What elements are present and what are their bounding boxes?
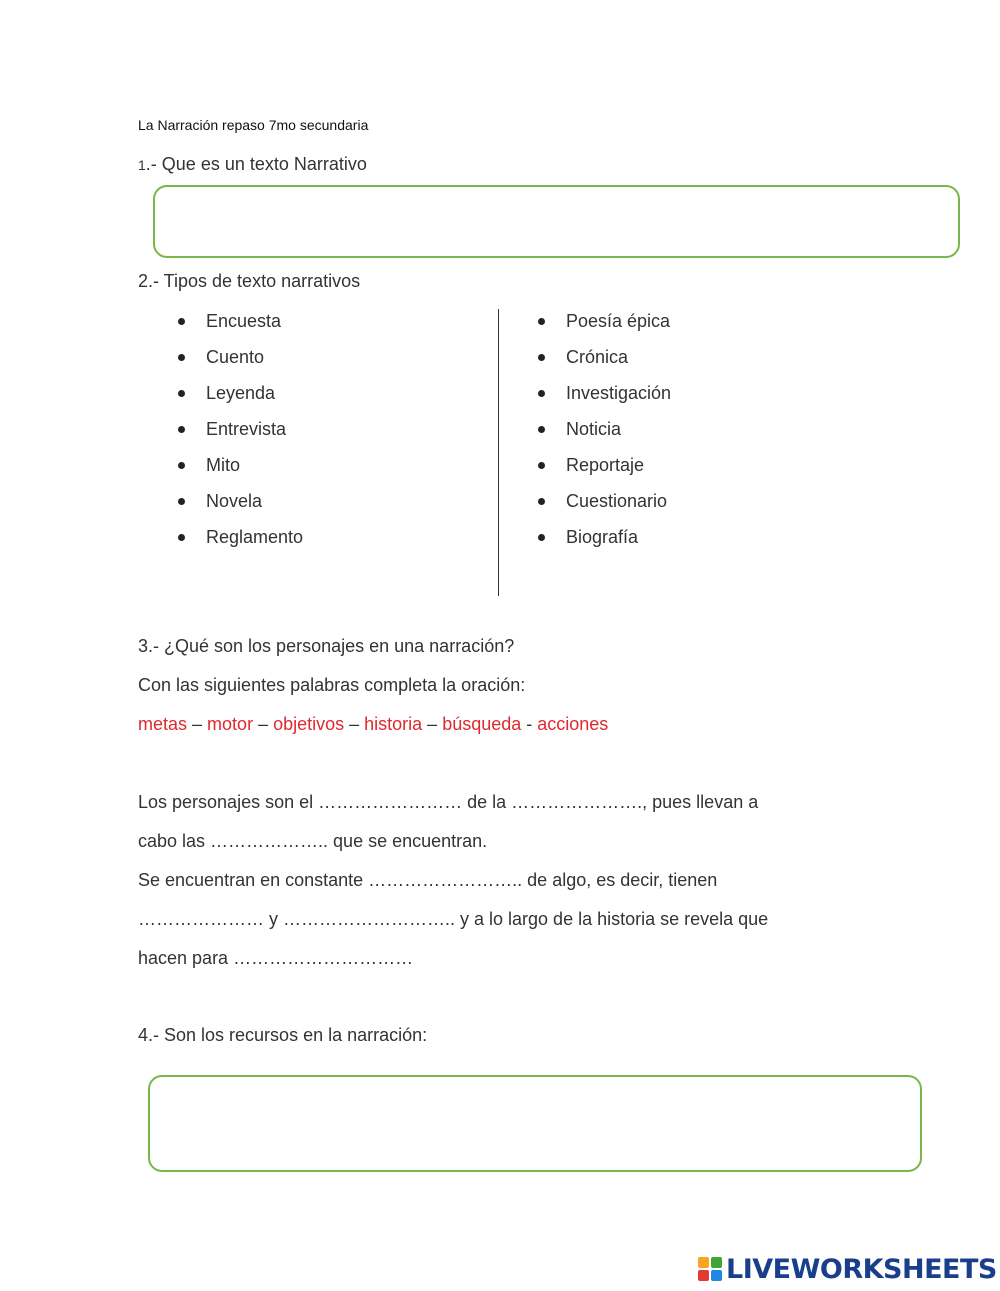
brand-name: LIVEWORKSHEETS [726, 1253, 997, 1285]
text-type-label: Investigación [566, 383, 672, 403]
text-type-item-right [538, 453, 671, 489]
text-type-label: Mito [206, 455, 241, 475]
logo-square-3 [698, 1270, 709, 1281]
fill-line-2: cabo las ……………….. que se encuentran. [138, 831, 488, 851]
word-bank-word: objetivos [273, 714, 345, 734]
text-types-left-list [178, 309, 303, 561]
text-type-label: Reportaje [566, 455, 645, 475]
bullet-icon [538, 462, 545, 469]
word-separator: – [253, 714, 274, 734]
question-3-instruction: Con las siguientes palabras completa la oración: [138, 675, 526, 695]
bullet-icon [538, 354, 545, 361]
word-separator: - [521, 714, 538, 734]
text-type-item-left [178, 453, 303, 489]
document-title: La Narración repaso 7mo secundaria [138, 117, 369, 133]
question-2: 2.- Tipos de texto narrativos [138, 271, 361, 291]
text-type-label: Poesía épica [566, 311, 671, 331]
question-4: 4.- Son los recursos en la narración: [138, 1025, 428, 1045]
text-type-label: Cuento [206, 347, 265, 367]
text-type-label: Cuestionario [566, 491, 668, 511]
bullet-icon [538, 390, 545, 397]
word-separator: – [422, 714, 443, 734]
text-type-item-right [538, 489, 671, 525]
word-bank-word: búsqueda [442, 714, 522, 734]
bullet-icon [538, 426, 545, 433]
fill-line-5: hacen para ………………………… [138, 948, 414, 968]
text-type-label: Biografía [566, 527, 639, 547]
text-type-item-left [178, 381, 303, 417]
bullet-icon [178, 534, 185, 541]
answer-box-4[interactable] [148, 1075, 922, 1172]
fill-line-4: ………………… y ……………………….. y a lo largo de la historia se revela que [138, 909, 769, 929]
text-type-label: Novela [206, 491, 263, 511]
text-type-item-right [538, 309, 671, 345]
fill-line-1: Los personajes son el …………………… de la …………………., pues llevan a [138, 792, 759, 812]
logo-square-2 [711, 1257, 722, 1268]
question-3: 3.- ¿Qué son los personajes en una narración? [138, 636, 515, 656]
bullet-icon [538, 318, 545, 325]
word-bank-word: metas [138, 714, 188, 734]
bullet-icon [538, 498, 545, 505]
word-bank-word: acciones [537, 714, 609, 734]
bullet-icon [538, 534, 545, 541]
text-type-item-left [178, 417, 303, 453]
text-type-item-left [178, 345, 303, 381]
bullet-icon [178, 390, 185, 397]
text-type-item-left [178, 309, 303, 345]
bullet-icon [178, 426, 185, 433]
text-type-label: Noticia [566, 419, 622, 439]
liveworksheets-logo-icon [698, 1257, 722, 1281]
text-type-item-right [538, 417, 671, 453]
liveworksheets-brand [698, 1254, 997, 1284]
logo-square-1 [698, 1257, 709, 1268]
question-1-number: 1 [138, 157, 146, 173]
question-1-text: .- Que es un texto Narrativo [145, 154, 367, 174]
text-type-item-left [178, 525, 303, 561]
text-type-item-right [538, 381, 671, 417]
text-type-item-right [538, 345, 671, 381]
column-divider [498, 309, 499, 596]
text-type-label: Crónica [566, 347, 629, 367]
text-types-right-list [538, 309, 671, 561]
answer-box-1[interactable] [153, 185, 960, 258]
text-type-label: Entrevista [206, 419, 287, 439]
word-separator: – [344, 714, 365, 734]
bullet-icon [178, 354, 185, 361]
fill-line-3: Se encuentran en constante …………………….. de algo, es decir, tienen [138, 870, 718, 890]
bullet-icon [178, 498, 185, 505]
bullet-icon [178, 462, 185, 469]
text-type-label: Encuesta [206, 311, 282, 331]
text-type-label: Leyenda [206, 383, 276, 403]
word-bank-word: motor [207, 714, 254, 734]
text-type-item-left [178, 489, 303, 525]
word-bank-word: historia [364, 714, 423, 734]
question-1 [138, 154, 367, 175]
bullet-icon [178, 318, 185, 325]
word-separator: – [187, 714, 208, 734]
text-type-label: Reglamento [206, 527, 304, 547]
word-bank [138, 714, 608, 735]
logo-square-4 [711, 1270, 722, 1281]
text-type-item-right [538, 525, 671, 561]
